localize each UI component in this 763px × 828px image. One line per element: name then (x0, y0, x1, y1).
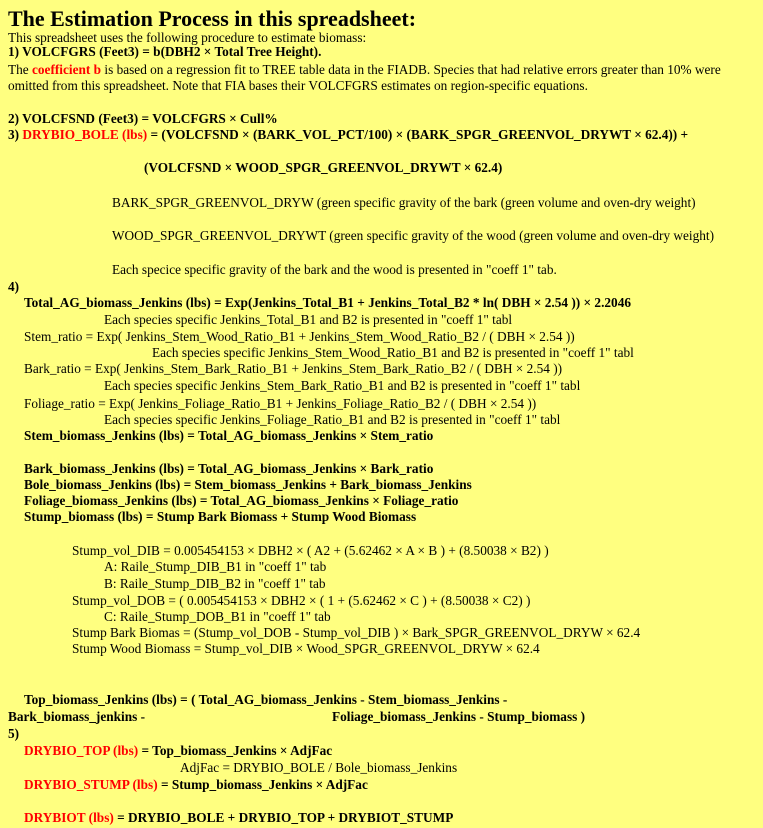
drybio-top-label: DRYBIO_TOP (lbs) (24, 743, 139, 758)
stump-vol-dob-equation: Stump_vol_DOB = ( 0.005454153 × DBH2 × ( 1 + (5.62462 × C ) + (8.50038 × C2) ) (72, 593, 531, 608)
a-coefficient-note: A: Raile_Stump_DIB_B1 in "coeff 1" tab (104, 559, 327, 574)
drybiot-equation (24, 810, 453, 826)
adjfac-equation: AdjFac = DRYBIO_BOLE / Bole_biomass_Jenkins (180, 760, 458, 775)
drybio-top-equation (24, 743, 332, 759)
step3-equation (8, 127, 763, 143)
drybio-bole-label: DRYBIO_BOLE (lbs) (22, 127, 148, 142)
bark-biomass-equation: Bark_biomass_Jenkins (lbs) = Total_AG_biomass_Jenkins × Bark_ratio (24, 461, 434, 476)
page-title: The Estimation Process in this spreadsheet: (8, 6, 417, 31)
total-ag-note: Each species specific Jenkins_Total_B1 and B2 is presented in "coeff 1" tabl (104, 312, 513, 327)
step1-equation: 1) VOLCFGRS (Feet3) = b(DBH2 × Total Tree Height). (8, 44, 322, 59)
step5-number: 5) (8, 726, 20, 741)
step1-note-body: is based on a regression fit to TREE table data in the FIADB. Species that had relative errors greater than 10% were omitted from this spreadsheet. Note that FIA bases their VOLCFGRS estimates on region-specific equations. (8, 62, 721, 93)
step3-number: 3) (8, 127, 23, 142)
foliage-ratio-equation: Foliage_ratio = Exp( Jenkins_Foliage_Ratio_B1 + Jenkins_Foliage_Ratio_B2 / ( DBH × 2.54 )) (24, 396, 537, 411)
step4-number: 4) (8, 279, 20, 294)
wood-spgr-definition: WOOD_SPGR_GREENVOL_DRYWT (green specific gravity of the wood (green volume and oven-dry weight) (112, 228, 715, 243)
bole-biomass-equation: Bole_biomass_Jenkins (lbs) = Stem_biomass_Jenkins + Bark_biomass_Jenkins (24, 477, 472, 492)
coefficient-b-label: coefficient b (32, 62, 102, 77)
total-ag-biomass-equation: Total_AG_biomass_Jenkins (lbs) = Exp(Jenkins_Total_B1 + Jenkins_Total_B2 * ln( DBH × 2.54 )) × 2.2046 (24, 295, 632, 310)
foliage-ratio-note: Each species specific Jenkins_Foliage_Ratio_B1 and B2 is presented in "coeff 1" tabl (104, 412, 561, 427)
stem-ratio-equation: Stem_ratio = Exp( Jenkins_Stem_Wood_Ratio_B1 + Jenkins_Stem_Wood_Ratio_B2 / ( DBH × 2.54 )) (24, 329, 575, 344)
drybio-top-formula: = Top_biomass_Jenkins × AdjFac (138, 743, 333, 758)
drybiot-label: DRYBIOT (lbs) (24, 810, 114, 825)
bark-spgr-definition: BARK_SPGR_GREENVOL_DRYW (green specific gravity of the bark (green volume and oven-dry weight) (112, 195, 696, 210)
specific-gravity-note: Each specice specific gravity of the bark and the wood is presented in "coeff 1" tab. (112, 262, 557, 277)
stem-ratio-note: Each species specific Jenkins_Stem_Wood_Ratio_B1 and B2 is presented in "coeff 1" tabl (152, 345, 634, 360)
stump-wood-biomass-equation: Stump Wood Biomass = Stump_vol_DIB × Wood_SPGR_GREENVOL_DRYW × 62.4 (72, 641, 540, 656)
c-coefficient-note: C: Raile_Stump_DOB_B1 in "coeff 1" tab (104, 609, 331, 624)
top-biomass-equation: Top_biomass_Jenkins (lbs) = ( Total_AG_biomass_Jenkins - Stem_biomass_Jenkins - (24, 692, 508, 707)
foliage-biomass-equation: Foliage_biomass_Jenkins (lbs) = Total_AG_biomass_Jenkins × Foliage_ratio (24, 493, 459, 508)
step1-note (8, 62, 753, 94)
step1-note-prefix: The (8, 62, 32, 77)
top-biomass-continuation-b: Foliage_biomass_Jenkins - Stump_biomass ) (332, 709, 586, 724)
b-coefficient-note: B: Raile_Stump_DIB_B2 in "coeff 1" tab (104, 576, 326, 591)
stump-bark-biomass-equation: Stump Bark Biomas = (Stump_vol_DOB - Stump_vol_DIB ) × Bark_SPGR_GREENVOL_DRYW × 62.4 (72, 625, 641, 640)
drybio-stump-formula: = Stump_biomass_Jenkins × AdjFac (157, 777, 368, 792)
step3-equation-a: = (VOLCFSND × (BARK_VOL_PCT/100) × (BARK_SPGR_GREENVOL_DRYWT × 62.4)) + (147, 127, 689, 142)
bark-ratio-note: Each species specific Jenkins_Stem_Bark_Ratio_B1 and B2 is presented in "coeff 1" tabl (104, 378, 581, 393)
intro-text: This spreadsheet uses the following procedure to estimate biomass: (8, 30, 367, 45)
step3-equation-b: (VOLCFSND × WOOD_SPGR_GREENVOL_DRYWT × 62.4) (144, 160, 503, 175)
stump-vol-dib-equation: Stump_vol_DIB = 0.005454153 × DBH2 × ( A2 + (5.62462 × A × B ) + (8.50038 × B2) ) (72, 543, 549, 558)
bark-ratio-equation: Bark_ratio = Exp( Jenkins_Stem_Bark_Ratio_B1 + Jenkins_Stem_Bark_Ratio_B2 / ( DBH × 2.54 )) (24, 361, 563, 376)
stem-biomass-equation: Stem_biomass_Jenkins (lbs) = Total_AG_biomass_Jenkins × Stem_ratio (24, 428, 434, 443)
step2-equation: 2) VOLCFSND (Feet3) = VOLCFGRS × Cull% (8, 111, 278, 126)
drybiot-formula: = DRYBIO_BOLE + DRYBIO_TOP + DRYBIOT_STUMP (113, 810, 454, 825)
drybio-stump-equation (24, 777, 368, 793)
stump-biomass-equation: Stump_biomass (lbs) = Stump Bark Biomass + Stump Wood Biomass (24, 509, 417, 524)
top-biomass-continuation-a: Bark_biomass_jenkins - (8, 709, 146, 724)
drybio-stump-label: DRYBIO_STUMP (lbs) (24, 777, 158, 792)
